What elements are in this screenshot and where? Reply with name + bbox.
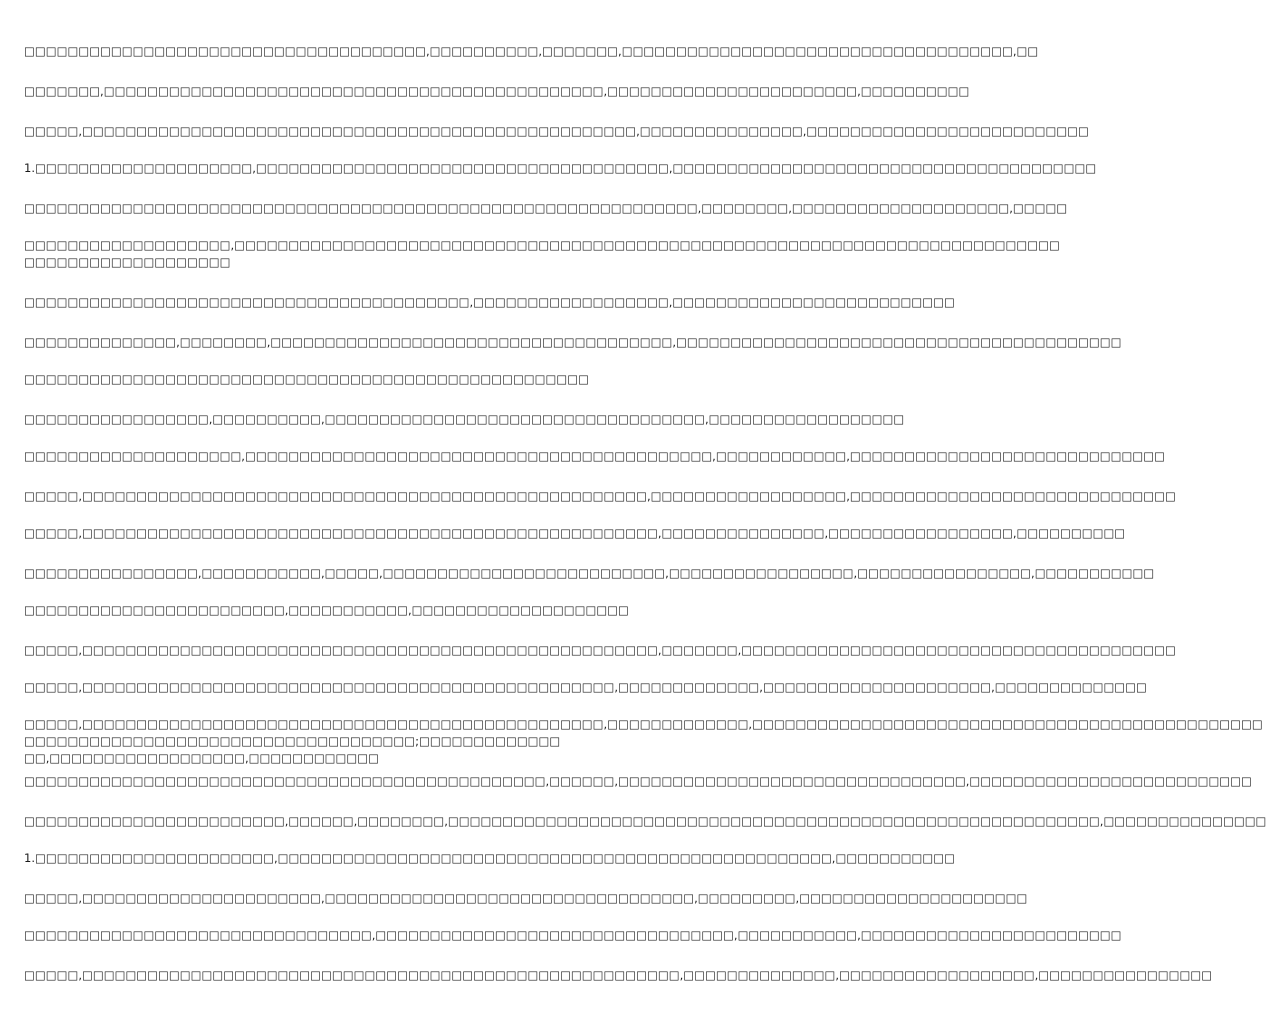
paragraph: 1.□□□□□□□□□□□□□□□□□□□□,□□□□□□□□□□□□□□□□□□□□□□□□□□□□□□□□□□□□□□,□□□□□□□□□□□□□□□□□□□□□□□□□□□□□□□□□□□□□□□: [24, 161, 1097, 175]
paragraph: □□□□□,□□□□□□□□□□□□□□□□□□□□□□□□□□□□□□□□□□□□□□□□□□□□□□□□□□□□□,□□□□□□□□□□□□□□□,□□□□□□□□□□□□□□□□□,□□□□□□□□□□: [24, 526, 1126, 540]
paragraph: □□□□□□□□□□□□□□□□□□□□□□□□□□□□□□□□□□□□□□□□□□□□□□□□□□□□□□□□□□□□□□,□□□□□□□□,□□□□□□□□□□□□□□□□□□□□,□□□□□: [24, 201, 1068, 215]
paragraph: □□□□□□□□□□□□□□□□□□□□□□□□□□□□□□□□□□□□□□□□□□□□□□□□□□□□: [24, 372, 590, 386]
paragraph: □□□□□□□□□□□□□□□□,□□□□□□□□□□□,□□□□□,□□□□□□□□□□□□□□□□□□□□□□□□□□,□□□□□□□□□□□□□□□□□,□□□□□□□□□□□□□□□□,□□□□□□□□□□□: [24, 566, 1155, 580]
paragraph: □□□□□,□□□□□□□□□□□□□□□□□□□□□□,□□□□□□□□□□□□□□□□□□□□□□□□□□□□□□□□□□,□□□□□□□□□,□□□□□□□□□□□□□□□□□□□□□: [24, 891, 1028, 905]
paragraph: □□□□□,□□□□□□□□□□□□□□□□□□□□□□□□□□□□□□□□□□□□□□□□□□□□□□□□□□□□□,□□□□□□□,□□□□□□□□□□□□□□□□□□□□□□□□□□□□□□□□□□□□□□□□: [24, 643, 1176, 657]
paragraph: □□□□□,□□□□□□□□□□□□□□□□□□□□□□□□□□□□□□□□□□□□□□□□□□□□□□□□□,□□□□□□□□□□□□□,□□□□□□□□□□□□□□□□□□□□□,□□□□□□□□□□□□□□: [24, 680, 1147, 694]
paragraph: 1.□□□□□□□□□□□□□□□□□□□□□□,□□□□□□□□□□□□□□□□□□□□□□□□□□□□□□□□□□□□□□□□□□□□□□□□□□□,□□□□□□□□□□□: [24, 851, 955, 865]
paragraph: □□□□□□□□□□□□□□□□□□□□,□□□□□□□□□□□□□□□□□□□□□□□□□□□□□□□□□□□□□□□□□□□,□□□□□□□□□□□□,□□□□□□□□□□□□□□□□□□□□□□□□□□□□□: [24, 449, 1165, 463]
paragraph: □□□□□,□□□□□□□□□□□□□□□□□□□□□□□□□□□□□□□□□□□□□□□□□□□□□□□□□□□,□□□□□□□□□□□□□□□,□□□□□□□□□□□□□□□□□□□□□□□□□□: [24, 124, 1089, 138]
paragraph: □□□□□□□□□□□□□□□□□□□□□□□□□□□□□□□□□□□□□,□□□□□□□□□□,□□□□□□□,□□□□□□□□□□□□□□□□□□□□□□□□□□□□□□□□□□□□,□□: [24, 44, 1039, 58]
paragraph: □□□□□□□□□□□□□□□□□□□□□□□□,□□□□□□□□□□□,□□□□□□□□□□□□□□□□□□□□: [24, 603, 629, 617]
paragraph: □□□□□□□,□□□□□□□□□□□□□□□□□□□□□□□□□□□□□□□□□□□□□□□□□□□□□□,□□□□□□□□□□□□□□□□□□□□□□□,□□□□□□□□□□: [24, 84, 970, 98]
paragraph: □□□□□□□□□□□□□□□□□,□□□□□□□□□□,□□□□□□□□□□□□□□□□□□□□□□□□□□□□□□□□□□□,□□□□□□□□□□□□□□□□□□: [24, 412, 905, 426]
paragraph: □□□□□,□□□□□□□□□□□□□□□□□□□□□□□□□□□□□□□□□□□□□□□□□□□□□□□□□□□□,□□□□□□□□□□□□□□□□□□,□□□□□□□□□□□□□□□□□□□□□□□□□□□□□□: [24, 489, 1176, 503]
paragraph: □□□□□,□□□□□□□□□□□□□□□□□□□□□□□□□□□□□□□□□□□□□□□□□□□□□□□□□□□□□□□,□□□□□□□□□□□□□□,□□□□□□□□□□□□□□□□□□,□□□□□□□□□□□□□□□□: [24, 968, 1213, 982]
paragraph: □□□□□□□□□□□□□□□□□□□□□□□□,□□□□□□,□□□□□□□□,□□□□□□□□□□□□□□□□□□□□□□□□□□□□□□□□□□□□□□□□□□□□□□□□□□□□□□□□□□□□,□□□□□□□□□□□□□□□: [24, 814, 1266, 828]
paragraph: □□□□□□□□□□□□□□□□□□□□□□□□□□□□□□□□□□□□□□□□□,□□□□□□□□□□□□□□□□□□,□□□□□□□□□□□□□□□□□□□□□□□□□□: [24, 295, 955, 309]
paragraph: □□□□□□□□□□□□□□□□□□□,□□□□□□□□□□□□□□□□□□□□□□□□□□□□□□□□□□□□□□□□□□□□□□□□□□□□□□□□□□□□□□□□□□□□□□□□□□□□ □□□□□□□□□□□□□□□□□□□: [24, 238, 1060, 269]
paragraph: □□□□□□□□□□□□□□□□□□□□□□□□□□□□□□□□□□□□□□□□□□□□□□□□,□□□□□□,□□□□□□□□□□□□□□□□□□□□□□□□□□□□□□□□,□□□□□□□□□□□□□□□□□□□□□□□□□□: [24, 774, 1252, 788]
paragraph: □□□□□□□□□□□□□□,□□□□□□□□,□□□□□□□□□□□□□□□□□□□□□□□□□□□□□□□□□□□□□,□□□□□□□□□□□□□□□□□□□□□□□□□□□□□□□□□□□□□□□□□: [24, 335, 1122, 349]
paragraph: □□□□□□□□□□□□□□□□□□□□□□□□□□□□□□□□,□□□□□□□□□□□□□□□□□□□□□□□□□□□□□□□□□,□□□□□□□□□□□,□□□□□□□□□□□□□□□□□□□□□□□□: [24, 928, 1122, 942]
paragraph: □□□□□,□□□□□□□□□□□□□□□□□□□□□□□□□□□□□□□□□□□□□□□□□□□□□□□□,□□□□□□□□□□□□□,□□□□□□□□□□□□□□□□□□□□□□□□□□□□□□□□□□□□□□□□□□□□□□□ □□□□□□□□□□□□□□□□□□□□□□□□□□□□□□□□□□□□;□□□□□□□□□□□□□ □□,□□□□□□□□□□□□□□□□□□,□□□□□□□□□□□□: [24, 717, 1263, 765]
